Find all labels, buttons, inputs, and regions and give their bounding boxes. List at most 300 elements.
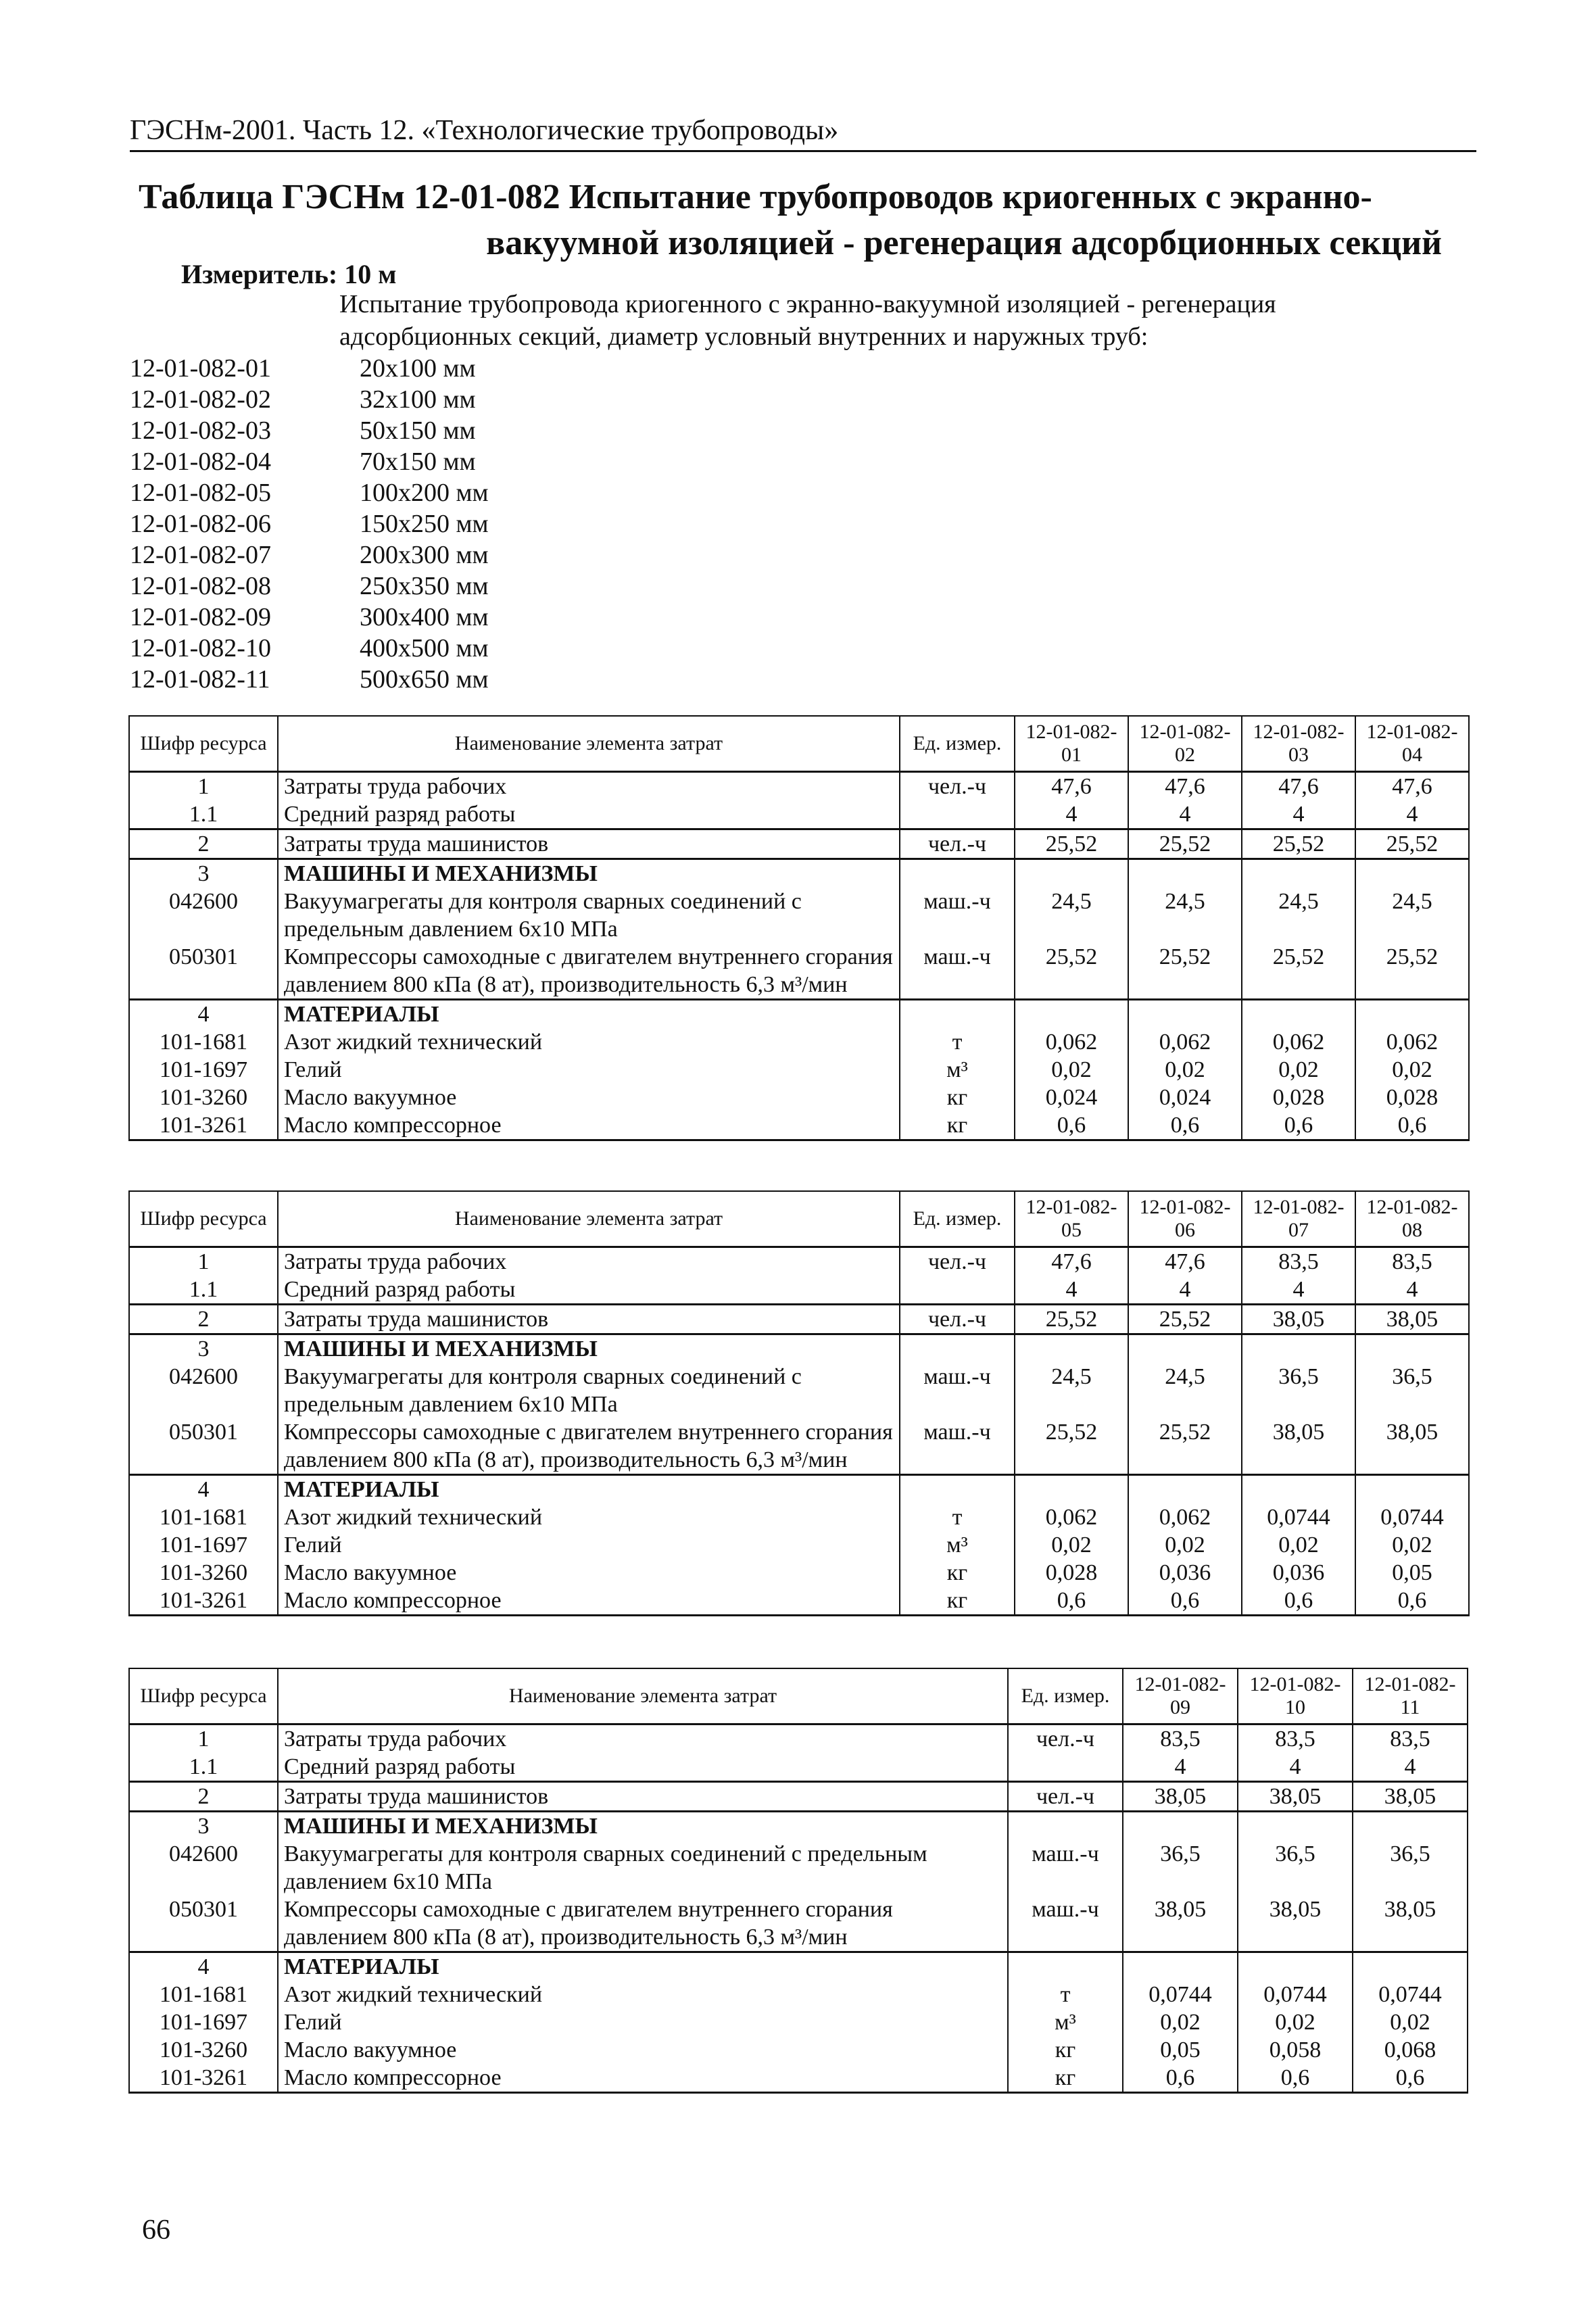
- header-unit: Ед. измер.: [900, 1191, 1015, 1247]
- resource-code: 101-3261: [129, 1587, 278, 1616]
- table-row: [129, 829, 1469, 859]
- norm-value: 24,5: [1015, 1363, 1128, 1418]
- norm-value: [1353, 1811, 1468, 1840]
- norm-value: 36,5: [1242, 1363, 1355, 1418]
- resource-name: МАТЕРИАЛЫ: [278, 1952, 1008, 1981]
- norm-value: [1123, 1811, 1238, 1840]
- norm-value: 0,036: [1242, 1559, 1355, 1587]
- resource-name: Средний разряд работы: [278, 1276, 900, 1305]
- resource-table-2: [128, 1190, 1470, 1616]
- resource-unit: м³: [900, 1056, 1015, 1084]
- header-norm-code: 12-01-082-09: [1123, 1668, 1238, 1724]
- resource-name: Затраты труда рабочих: [278, 1724, 1008, 1753]
- resource-name: МАТЕРИАЛЫ: [278, 1474, 900, 1503]
- norm-value: 0,6: [1353, 2064, 1468, 2093]
- norm-value: [1015, 999, 1128, 1028]
- resource-unit: кг: [1008, 2036, 1123, 2064]
- norm-value: 38,05: [1355, 1304, 1469, 1334]
- norm-value: 0,0744: [1355, 1503, 1469, 1531]
- table-title-line-2: вакуумной изоляцией - регенерация адсорбционных секций: [486, 224, 1442, 262]
- norm-value: [1128, 859, 1242, 888]
- resource-code: 101-3260: [129, 1084, 278, 1111]
- norm-value: 25,52: [1128, 943, 1242, 1000]
- resource-code: 3: [129, 859, 278, 888]
- table-row: [129, 1304, 1469, 1334]
- resource-unit: кг: [900, 1111, 1015, 1140]
- table-row: [129, 1111, 1469, 1140]
- resource-code: 101-3261: [129, 1111, 278, 1140]
- norm-value: 0,024: [1128, 1084, 1242, 1111]
- resource-code: 1: [129, 1247, 278, 1276]
- norm-value: [1242, 999, 1355, 1028]
- norm-value: 4: [1128, 1276, 1242, 1305]
- resource-name: Компрессоры самоходные с двигателем внутреннего сгорания давлением 800 кПа (8 ат), производительность 6,3 м³/мин: [278, 1896, 1008, 1952]
- resource-unit: чел.-ч: [900, 829, 1015, 859]
- norm-value: 4: [1128, 800, 1242, 829]
- resource-code: 1.1: [129, 1276, 278, 1305]
- norm-value: 47,6: [1015, 1247, 1128, 1276]
- resource-code: 1.1: [129, 1753, 278, 1782]
- size-code-list: [130, 353, 489, 695]
- size-code: 12-01-082-04: [130, 448, 271, 476]
- norm-value: 47,6: [1128, 771, 1242, 800]
- resource-code: 101-3260: [129, 2036, 278, 2064]
- norm-value: 24,5: [1128, 888, 1242, 943]
- header-norm-code: 12-01-082-08: [1355, 1191, 1469, 1247]
- resource-code: 2: [129, 1781, 278, 1811]
- table-row: [129, 999, 1469, 1028]
- size-code-row: [130, 415, 489, 446]
- norm-value: 0,068: [1353, 2036, 1468, 2064]
- resource-code: 4: [129, 1474, 278, 1503]
- size-code-row: [130, 384, 489, 415]
- resource-unit: [900, 859, 1015, 888]
- norm-value: 0,02: [1128, 1531, 1242, 1559]
- header-norm-code: 12-01-082-05: [1015, 1191, 1128, 1247]
- norm-value: 0,062: [1128, 1028, 1242, 1056]
- header-norm-code: 12-01-082-04: [1355, 716, 1469, 771]
- norm-value: 38,05: [1353, 1781, 1468, 1811]
- table-row: [129, 1981, 1468, 2008]
- norm-value: 0,02: [1242, 1056, 1355, 1084]
- resource-unit: кг: [900, 1559, 1015, 1587]
- resource-unit: маш.-ч: [900, 1363, 1015, 1418]
- norm-value: [1123, 1952, 1238, 1981]
- header-norm-code: 12-01-082-10: [1238, 1668, 1353, 1724]
- norm-value: 25,52: [1242, 829, 1355, 859]
- resource-name: Азот жидкий технический: [278, 1028, 900, 1056]
- norm-value: 0,6: [1123, 2064, 1238, 2093]
- norm-value: 0,6: [1128, 1111, 1242, 1140]
- resource-code: 050301: [129, 1896, 278, 1952]
- norm-value: 0,0744: [1242, 1503, 1355, 1531]
- resource-unit: т: [1008, 1981, 1123, 2008]
- resource-name: Затраты труда машинистов: [278, 1304, 900, 1334]
- resource-name: Средний разряд работы: [278, 1753, 1008, 1782]
- norm-value: 0,02: [1355, 1056, 1469, 1084]
- size-code-row: [130, 602, 489, 633]
- norm-value: 0,02: [1128, 1056, 1242, 1084]
- norm-value: 83,5: [1242, 1247, 1355, 1276]
- resource-code: 042600: [129, 888, 278, 943]
- norm-value: 24,5: [1355, 888, 1469, 943]
- table-row: [129, 1559, 1469, 1587]
- resource-unit: чел.-ч: [1008, 1724, 1123, 1753]
- table-row: [129, 888, 1469, 943]
- table-row: [129, 1334, 1469, 1363]
- table-row: [129, 771, 1469, 800]
- table-row: [129, 2064, 1468, 2093]
- table-row: [129, 2008, 1468, 2036]
- table-title-line-1: Таблица ГЭСНм 12-01-082 Испытание трубопроводов криогенных с экранно-: [139, 178, 1372, 216]
- norm-value: 47,6: [1355, 771, 1469, 800]
- norm-value: 0,6: [1015, 1111, 1128, 1140]
- table-row: [129, 1781, 1468, 1811]
- unit-of-measure: Измеритель: 10 м: [181, 259, 397, 289]
- resource-unit: [1008, 1811, 1123, 1840]
- norm-value: 0,02: [1015, 1531, 1128, 1559]
- resource-code: 3: [129, 1334, 278, 1363]
- size-code: 12-01-082-08: [130, 572, 271, 600]
- table-row: [129, 1896, 1468, 1952]
- resource-name: Масло вакуумное: [278, 1084, 900, 1111]
- norm-value: [1015, 1474, 1128, 1503]
- size-code: 12-01-082-01: [130, 354, 271, 383]
- size-code-row: [130, 664, 489, 695]
- table-row: [129, 859, 1469, 888]
- norm-value: 38,05: [1238, 1781, 1353, 1811]
- norm-value: 38,05: [1242, 1418, 1355, 1475]
- norm-value: [1015, 1334, 1128, 1363]
- norm-value: 0,062: [1015, 1503, 1128, 1531]
- resource-name: Масло вакуумное: [278, 2036, 1008, 2064]
- resource-unit: маш.-ч: [900, 888, 1015, 943]
- table-row: [129, 1028, 1469, 1056]
- size-code-row: [130, 446, 489, 477]
- norm-value: 25,52: [1128, 1418, 1242, 1475]
- resource-name: Средний разряд работы: [278, 800, 900, 829]
- norm-value: 24,5: [1015, 888, 1128, 943]
- pipe-size: 50x150 мм: [360, 416, 476, 445]
- table-row: [129, 800, 1469, 829]
- resource-code: 4: [129, 1952, 278, 1981]
- norm-value: 0,062: [1128, 1503, 1242, 1531]
- norm-value: [1355, 1474, 1469, 1503]
- norm-value: 25,52: [1355, 829, 1469, 859]
- resource-table-1: [128, 715, 1470, 1141]
- resource-unit: [900, 800, 1015, 829]
- resource-code: 101-1681: [129, 1028, 278, 1056]
- norm-value: [1355, 1334, 1469, 1363]
- resource-code: 101-3260: [129, 1559, 278, 1587]
- resource-unit: [900, 1276, 1015, 1305]
- pipe-size: 150x250 мм: [360, 510, 489, 538]
- resource-name: Затраты труда рабочих: [278, 771, 900, 800]
- norm-value: 0,6: [1355, 1111, 1469, 1140]
- resource-code: 101-1697: [129, 1056, 278, 1084]
- norm-value: [1238, 1952, 1353, 1981]
- norm-value: [1242, 1474, 1355, 1503]
- resource-code: 042600: [129, 1363, 278, 1418]
- resource-table-3: [128, 1668, 1468, 2094]
- header-norm-code: 12-01-082-06: [1128, 1191, 1242, 1247]
- pipe-size: 400x500 мм: [360, 634, 489, 662]
- norm-value: 36,5: [1353, 1840, 1468, 1896]
- resource-code: 1.1: [129, 800, 278, 829]
- norm-value: 0,024: [1015, 1084, 1128, 1111]
- norm-value: 38,05: [1242, 1304, 1355, 1334]
- norm-value: 0,028: [1015, 1559, 1128, 1587]
- norm-value: 25,52: [1015, 829, 1128, 859]
- running-header: ГЭСНм-2001. Часть 12. «Технологические трубопроводы»: [130, 115, 839, 146]
- resource-unit: чел.-ч: [1008, 1781, 1123, 1811]
- resource-code: 101-3261: [129, 2064, 278, 2093]
- pipe-size: 70x150 мм: [360, 448, 476, 476]
- norm-value: 25,52: [1355, 943, 1469, 1000]
- resource-unit: [900, 1334, 1015, 1363]
- norm-value: 0,02: [1355, 1531, 1469, 1559]
- norm-value: 0,6: [1238, 2064, 1353, 2093]
- norm-value: 0,028: [1242, 1084, 1355, 1111]
- size-code-row: [130, 571, 489, 602]
- resource-code: 101-1681: [129, 1981, 278, 2008]
- norm-value: 83,5: [1355, 1247, 1469, 1276]
- resource-code: 101-1697: [129, 1531, 278, 1559]
- header-norm-code: 12-01-082-11: [1353, 1668, 1468, 1724]
- table-row: [129, 1531, 1469, 1559]
- norm-value: 0,028: [1355, 1084, 1469, 1111]
- resource-unit: чел.-ч: [900, 1247, 1015, 1276]
- norm-value: 25,52: [1015, 943, 1128, 1000]
- size-code: 12-01-082-02: [130, 385, 271, 414]
- resource-name: МАШИНЫ И МЕХАНИЗМЫ: [278, 859, 900, 888]
- resource-code: 101-1681: [129, 1503, 278, 1531]
- header-norm-code: 12-01-082-01: [1015, 716, 1128, 771]
- resource-code: 1: [129, 1724, 278, 1753]
- resource-unit: т: [900, 1503, 1015, 1531]
- size-code: 12-01-082-03: [130, 416, 271, 445]
- resource-code: 1: [129, 771, 278, 800]
- resource-unit: маш.-ч: [900, 1418, 1015, 1475]
- norm-value: 0,6: [1242, 1587, 1355, 1616]
- table-row: [129, 2036, 1468, 2064]
- norm-value: 0,02: [1123, 2008, 1238, 2036]
- norm-value: 0,05: [1355, 1559, 1469, 1587]
- resource-unit: м³: [900, 1531, 1015, 1559]
- norm-value: 0,062: [1242, 1028, 1355, 1056]
- norm-value: 0,02: [1353, 2008, 1468, 2036]
- resource-name: МАШИНЫ И МЕХАНИЗМЫ: [278, 1811, 1008, 1840]
- header-rule: [130, 150, 1476, 152]
- norm-value: 47,6: [1128, 1247, 1242, 1276]
- page-number: 66: [142, 2215, 170, 2246]
- norm-value: 24,5: [1128, 1363, 1242, 1418]
- norm-value: 38,05: [1353, 1896, 1468, 1952]
- resource-name: Вакуумагрегаты для контроля сварных соединений с предельным давлением 6x10 МПа: [278, 1363, 900, 1418]
- norm-value: [1238, 1811, 1353, 1840]
- size-code: 12-01-082-10: [130, 634, 271, 662]
- resource-name: Азот жидкий технический: [278, 1981, 1008, 2008]
- resource-name: Компрессоры самоходные с двигателем внутреннего сгорания давлением 800 кПа (8 ат), производительность 6,3 м³/мин: [278, 1418, 900, 1475]
- norm-value: 38,05: [1355, 1418, 1469, 1475]
- header-code: Шифр ресурса: [129, 1191, 278, 1247]
- resource-name: Гелий: [278, 1056, 900, 1084]
- norm-value: 0,0744: [1123, 1981, 1238, 2008]
- size-code-row: [130, 539, 489, 571]
- norm-value: [1128, 999, 1242, 1028]
- size-code-row: [130, 508, 489, 539]
- resource-unit: [900, 1474, 1015, 1503]
- size-code: 12-01-082-05: [130, 479, 271, 507]
- norm-value: 47,6: [1242, 771, 1355, 800]
- norm-value: [1242, 1334, 1355, 1363]
- header-norm-code: 12-01-082-02: [1128, 716, 1242, 771]
- header-name: Наименование элемента затрат: [278, 1668, 1008, 1724]
- norm-value: 38,05: [1238, 1896, 1353, 1952]
- table-row: [129, 1587, 1469, 1616]
- norm-value: [1355, 999, 1469, 1028]
- table-title: [139, 174, 1442, 266]
- resource-name: Азот жидкий технический: [278, 1503, 900, 1531]
- header-name: Наименование элемента затрат: [278, 1191, 900, 1247]
- norm-value: 4: [1353, 1753, 1468, 1782]
- resource-unit: чел.-ч: [900, 771, 1015, 800]
- resource-unit: [1008, 1952, 1123, 1981]
- norm-value: 83,5: [1353, 1724, 1468, 1753]
- size-code-row: [130, 477, 489, 508]
- table-row: [129, 943, 1469, 1000]
- norm-value: 0,058: [1238, 2036, 1353, 2064]
- header-code: Шифр ресурса: [129, 1668, 278, 1724]
- norm-value: 0,6: [1015, 1587, 1128, 1616]
- resource-name: Масло вакуумное: [278, 1559, 900, 1587]
- table-row: [129, 1503, 1469, 1531]
- norm-value: 25,52: [1128, 829, 1242, 859]
- norm-value: 4: [1238, 1753, 1353, 1782]
- table-row: [129, 1952, 1468, 1981]
- resource-name: Вакуумагрегаты для контроля сварных соединений с предельным давлением 6x10 МПа: [278, 888, 900, 943]
- norm-value: 4: [1355, 1276, 1469, 1305]
- size-code-row: [130, 353, 489, 384]
- table-row: [129, 1811, 1468, 1840]
- resource-name: МАШИНЫ И МЕХАНИЗМЫ: [278, 1334, 900, 1363]
- resource-unit: кг: [900, 1587, 1015, 1616]
- norm-value: 0,6: [1355, 1587, 1469, 1616]
- resource-unit: кг: [1008, 2064, 1123, 2093]
- norm-value: [1015, 859, 1128, 888]
- norm-value: 0,0744: [1353, 1981, 1468, 2008]
- resource-code: 101-1697: [129, 2008, 278, 2036]
- norm-value: 24,5: [1242, 888, 1355, 943]
- pipe-size: 100x200 мм: [360, 479, 489, 507]
- resource-unit: кг: [900, 1084, 1015, 1111]
- resource-name: Затраты труда машинистов: [278, 1781, 1008, 1811]
- norm-value: 4: [1015, 800, 1128, 829]
- norm-value: [1128, 1334, 1242, 1363]
- norm-value: 0,6: [1128, 1587, 1242, 1616]
- norm-value: 4: [1242, 1276, 1355, 1305]
- resource-code: 2: [129, 829, 278, 859]
- norm-value: 0,062: [1355, 1028, 1469, 1056]
- norm-value: 38,05: [1123, 1781, 1238, 1811]
- norm-value: 4: [1123, 1753, 1238, 1782]
- pipe-size: 500x650 мм: [360, 665, 489, 694]
- pipe-size: 200x300 мм: [360, 541, 489, 569]
- size-code: 12-01-082-09: [130, 603, 271, 631]
- norm-value: 4: [1355, 800, 1469, 829]
- norm-value: [1355, 859, 1469, 888]
- resource-name: Компрессоры самоходные с двигателем внутреннего сгорания давлением 800 кПа (8 ат), производительность 6,3 м³/мин: [278, 943, 900, 1000]
- resource-unit: маш.-ч: [1008, 1896, 1123, 1952]
- resource-name: Масло компрессорное: [278, 2064, 1008, 2093]
- resource-name: Гелий: [278, 1531, 900, 1559]
- norm-value: [1128, 1474, 1242, 1503]
- resource-unit: чел.-ч: [900, 1304, 1015, 1334]
- resource-name: Гелий: [278, 2008, 1008, 2036]
- header-name: Наименование элемента затрат: [278, 716, 900, 771]
- header-unit: Ед. измер.: [1008, 1668, 1123, 1724]
- header-norm-code: 12-01-082-07: [1242, 1191, 1355, 1247]
- resource-name: Вакуумагрегаты для контроля сварных соединений с предельным давлением 6x10 МПа: [278, 1840, 1008, 1896]
- work-description: Испытание трубопровода криогенного с экранно-вакуумной изоляцией - регенерация адсорбционных секций, диаметр условный внутренних и наружных труб:: [339, 290, 1276, 351]
- size-code: 12-01-082-11: [130, 665, 270, 694]
- table-row: [129, 1840, 1468, 1896]
- resource-code: 3: [129, 1811, 278, 1840]
- table-row: [129, 1753, 1468, 1782]
- resource-code: 050301: [129, 943, 278, 1000]
- resource-unit: м³: [1008, 2008, 1123, 2036]
- norm-value: 25,52: [1242, 943, 1355, 1000]
- resource-name: Затраты труда машинистов: [278, 829, 900, 859]
- resource-code: 042600: [129, 1840, 278, 1896]
- norm-value: 36,5: [1355, 1363, 1469, 1418]
- norm-value: 0,05: [1123, 2036, 1238, 2064]
- header-code: Шифр ресурса: [129, 716, 278, 771]
- header-norm-code: 12-01-082-03: [1242, 716, 1355, 771]
- norm-value: 0,6: [1242, 1111, 1355, 1140]
- resource-code: 4: [129, 999, 278, 1028]
- table-row: [129, 1474, 1469, 1503]
- table-row: [129, 1084, 1469, 1111]
- size-code: 12-01-082-06: [130, 510, 271, 538]
- norm-value: 4: [1242, 800, 1355, 829]
- pipe-size: 250x350 мм: [360, 572, 489, 600]
- resource-unit: [900, 999, 1015, 1028]
- norm-value: 0,02: [1238, 2008, 1353, 2036]
- norm-value: 0,02: [1015, 1056, 1128, 1084]
- pipe-size: 20x100 мм: [360, 354, 476, 383]
- header-unit: Ед. измер.: [900, 716, 1015, 771]
- resource-unit: [1008, 1753, 1123, 1782]
- table-row: [129, 1247, 1469, 1276]
- size-code-row: [130, 633, 489, 664]
- norm-value: 83,5: [1238, 1724, 1353, 1753]
- resource-code: 050301: [129, 1418, 278, 1475]
- norm-value: 0,062: [1015, 1028, 1128, 1056]
- norm-value: 0,02: [1242, 1531, 1355, 1559]
- norm-value: [1353, 1952, 1468, 1981]
- norm-value: 36,5: [1123, 1840, 1238, 1896]
- resource-name: Масло компрессорное: [278, 1587, 900, 1616]
- resource-unit: маш.-ч: [900, 943, 1015, 1000]
- norm-value: 0,036: [1128, 1559, 1242, 1587]
- resource-code: 2: [129, 1304, 278, 1334]
- table-row: [129, 1724, 1468, 1753]
- pipe-size: 32x100 мм: [360, 385, 476, 414]
- norm-value: 47,6: [1015, 771, 1128, 800]
- norm-value: 25,52: [1015, 1304, 1128, 1334]
- norm-value: 4: [1015, 1276, 1128, 1305]
